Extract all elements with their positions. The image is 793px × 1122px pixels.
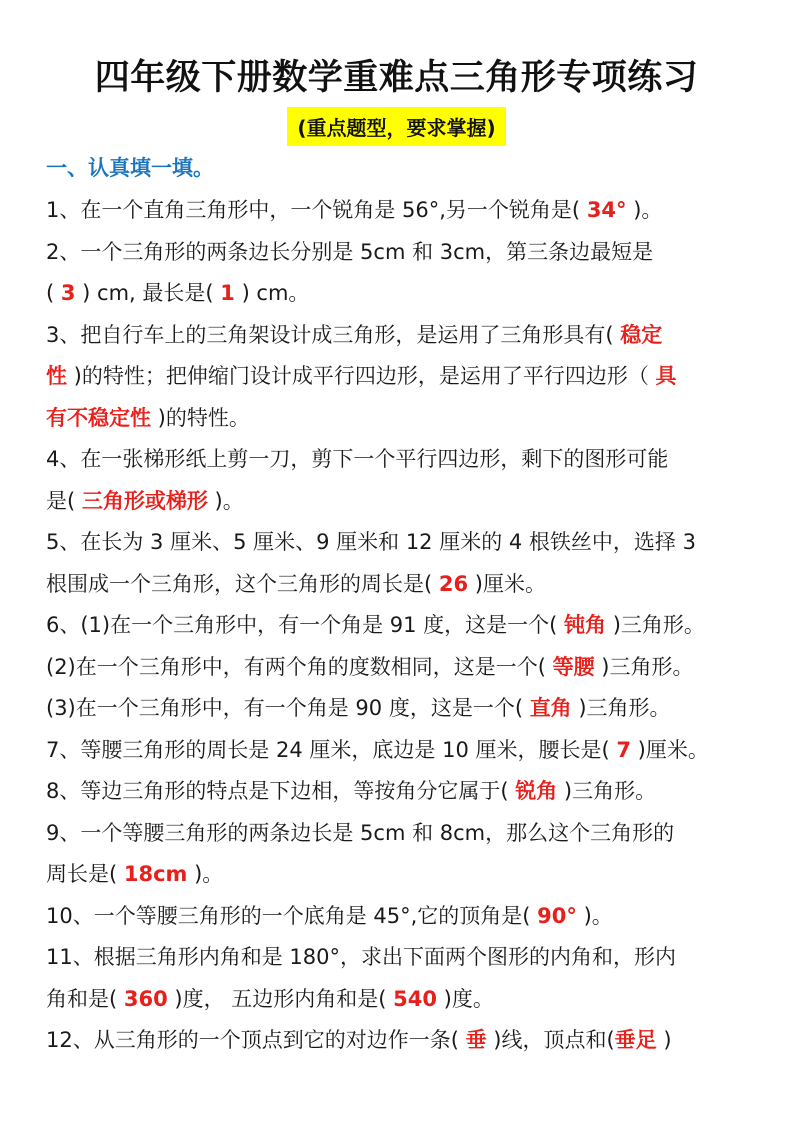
question-text: )。 — [207, 488, 244, 513]
answer-text: 垂足 — [614, 1028, 657, 1052]
question-text: 10、一个等腰三角形的一个底角是 45°,它的顶角是( — [46, 903, 538, 928]
question-text: 7、等腰三角形的周长是 24 厘米，底边是 10 厘米，腰长是( — [46, 737, 617, 762]
section-heading: 一、认真填一填。 — [46, 156, 214, 180]
question-text: 角和是( — [46, 986, 124, 1011]
question-line — [46, 1020, 752, 1062]
question-text: 8、等边三角形的特点是下边相，等按角分它属于( — [46, 779, 516, 803]
question-line — [46, 315, 752, 357]
question-line — [46, 564, 752, 606]
answer-text: 稳定 — [620, 322, 663, 347]
question-text: 6、(1)在一个三角形中，有一个角是 91 度，这是一个( — [46, 613, 565, 637]
question-line — [46, 605, 752, 647]
answer-text: 具 — [655, 364, 677, 388]
question-text: )三角形。 — [606, 613, 705, 637]
question-text: )厘米。 — [468, 571, 546, 596]
answer-text: 3 — [60, 281, 76, 305]
question-text: (3)在一个三角形中，有一个角是 90 度，这是一个( — [46, 696, 530, 720]
question-text: 5、在长为 3 厘米、5 厘米、9 厘米和 12 厘米的 4 根铁丝中，选择 3 — [46, 530, 696, 554]
question-text: ) — [656, 1028, 672, 1052]
question-line — [46, 813, 752, 855]
question-text: 是( — [46, 488, 82, 513]
question-text: 11、根据三角形内角和是 180°，求出下面两个图形的内角和，形内 — [46, 945, 676, 969]
page-title: 四年级下册数学重难点三角形专项练习 — [94, 58, 699, 98]
question-line — [46, 190, 752, 232]
question-text: 9、一个等腰三角形的两条边长是 5cm 和 8cm，那么这个三角形的 — [46, 820, 675, 845]
answer-text: 34° — [586, 198, 627, 222]
answer-text: 26 — [438, 571, 469, 596]
question-text: ) cm。 — [234, 281, 310, 305]
answer-text: 锐角 — [515, 779, 558, 803]
question-text: )。 — [626, 198, 663, 222]
question-line — [46, 854, 752, 896]
question-text: )。 — [576, 903, 613, 928]
question-text: )度， 五边形内角和是( — [167, 986, 394, 1011]
question-text: )三角形。 — [571, 696, 671, 720]
question-text: )线，顶点和( — [486, 1028, 615, 1052]
question-line — [46, 273, 752, 315]
question-line — [46, 730, 752, 772]
question-text: )。 — [187, 862, 224, 886]
question-line — [46, 522, 752, 564]
question-line — [46, 647, 752, 689]
question-text: 周长是( — [46, 862, 124, 886]
question-list — [46, 190, 752, 1062]
answer-text: 等腰 — [552, 654, 595, 679]
question-line — [46, 439, 752, 481]
question-text: )三角形。 — [594, 654, 694, 679]
answer-text: 7 — [616, 737, 631, 762]
answer-text: 钝角 — [564, 613, 607, 637]
question-line — [46, 481, 752, 523]
question-line — [46, 771, 752, 813]
answer-text: 垂 — [465, 1028, 487, 1052]
question-line — [46, 937, 752, 979]
answer-text: 三角形或梯形 — [81, 488, 208, 513]
answer-text: 1 — [220, 281, 235, 305]
question-text: 12、从三角形的一个顶点到它的对边作一条( — [46, 1028, 466, 1052]
question-text: 4、在一张梯形纸上剪一刀，剪下一个平行四边形，剩下的图形可能 — [46, 447, 669, 471]
highlighted-subtitle: (重点题型，要求掌握) — [287, 107, 505, 146]
question-line — [46, 688, 752, 730]
answer-text: 性 — [46, 364, 67, 388]
answer-text: 360 — [123, 986, 168, 1011]
question-text: 2、一个三角形的两条边长分别是 5cm 和 3cm，第三条边最短是 — [46, 239, 654, 264]
question-text: 根围成一个三角形，这个三角形的周长是( — [46, 571, 439, 596]
question-text: ) cm, 最长是( — [75, 281, 221, 305]
question-text: 1、在一个直角三角形中，一个锐角是 56°,另一个锐角是( — [46, 198, 587, 222]
question-line — [46, 896, 752, 938]
question-text: 3、把自行车上的三角架设计成三角形，是运用了三角形具有( — [46, 322, 621, 347]
question-text: (2)在一个三角形中，有两个角的度数相同，这是一个( — [46, 654, 553, 679]
answer-text: 90° — [537, 903, 577, 928]
answer-text: 直角 — [529, 696, 572, 720]
answer-text: 540 — [393, 986, 437, 1011]
answer-text: 有不稳定性 — [46, 405, 151, 430]
subtitle-container — [0, 107, 793, 146]
question-text: )三角形。 — [557, 779, 657, 803]
answer-text: 18cm — [123, 862, 188, 886]
question-line — [46, 356, 752, 398]
question-line — [46, 232, 752, 274]
question-text: )的特性。 — [151, 405, 250, 430]
question-text: )厘米。 — [631, 737, 709, 762]
question-text: )的特性；把伸缩门设计成平行四边形，是运用了平行四边形（ — [67, 364, 656, 388]
question-text: ( — [46, 281, 61, 305]
question-line — [46, 979, 752, 1021]
question-line — [46, 398, 752, 440]
question-text: )度。 — [436, 986, 494, 1011]
